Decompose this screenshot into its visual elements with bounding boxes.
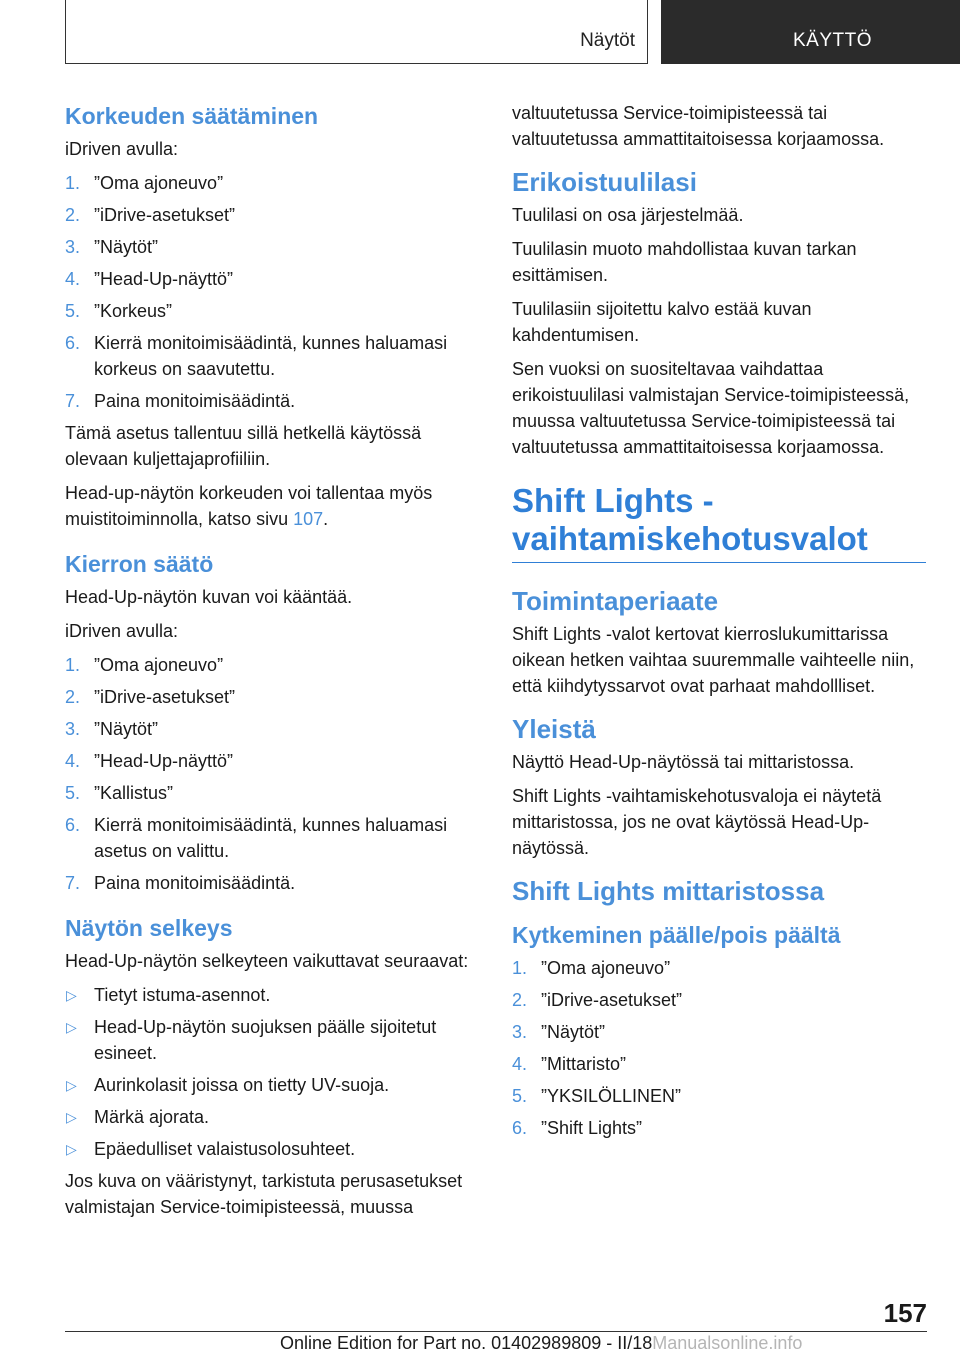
heading-clarity: Näytön selkeys bbox=[65, 915, 233, 941]
header-chapter-title: KÄYTTÖ bbox=[793, 30, 873, 51]
header-section-title: Näytöt bbox=[580, 30, 635, 51]
paragraph-principle: Shift Lights -valot kertovat kierroslukumittarissa oikean hetken vaihtaa suuremmalle vaihteelle niin, että kiihdytyssarvot ovat parhaat mahdollliset. bbox=[512, 624, 915, 696]
triangle-right-icon: ▷ bbox=[66, 1077, 77, 1093]
header-section-tab bbox=[65, 0, 648, 64]
list-item: ▷ Aurinkolasit joissa on tietty UV-suoja. bbox=[65, 1072, 479, 1098]
list-item: 1. ”Oma ajoneuvo” bbox=[65, 655, 224, 675]
triangle-right-icon: ▷ bbox=[66, 1019, 77, 1035]
list-item: 2. ”iDrive-asetukset” bbox=[512, 990, 683, 1010]
list-item: 6. Kierrä monitoimisäädintä, kunnes haluamasi asetus on valittu. bbox=[65, 815, 448, 861]
heading-height-adjust: Korkeuden säätäminen bbox=[65, 103, 319, 129]
list-item: 2. ”iDrive-asetukset” bbox=[65, 687, 236, 707]
heading-onoff: Kytkeminen päälle/pois päältä bbox=[512, 922, 841, 948]
list-item: 3. ”Näytöt” bbox=[512, 1022, 606, 1042]
list-item: 4. ”Head-Up-näyttö” bbox=[65, 751, 234, 771]
list-item: 6. Kierrä monitoimisäädintä, kunnes haluamasi korkeus on saavutettu. bbox=[65, 333, 448, 379]
heading-general: Yleistä bbox=[512, 714, 596, 744]
paragraph-distorted: Jos kuva on vääristynyt, tarkistuta perusasetukset valmistajan Service-toimipisteessä, muussa bbox=[65, 1171, 463, 1217]
left-column bbox=[65, 100, 479, 1228]
paragraph-windshield-3: Tuulilasiin sijoitettu kalvo estää kuvan kahdentumisen. bbox=[512, 299, 812, 345]
list-item: 5. ”YKSILÖLLINEN” bbox=[512, 1086, 682, 1106]
paragraph-clarity: Head-Up-näytön selkeyteen vaikuttavat seuraavat: bbox=[65, 951, 469, 971]
list-item: 7. Paina monitoimisäädintä. bbox=[65, 873, 296, 893]
idrive-intro-1: iDriven avulla: bbox=[65, 139, 179, 159]
steps-height bbox=[65, 170, 479, 414]
paragraph-windshield-1: Tuulilasi on osa järjestelmää. bbox=[512, 205, 744, 225]
list-item: 2. ”iDrive-asetukset” bbox=[65, 205, 236, 225]
list-item: 7. Paina monitoimisäädintä. bbox=[65, 391, 296, 411]
paragraph-windshield-2: Tuulilasin muoto mahdollistaa kuvan tarkan esittämisen. bbox=[512, 239, 857, 285]
list-item: ▷ Märkä ajorata. bbox=[65, 1104, 479, 1130]
paragraph-general-1: Näyttö Head-Up-näytössä tai mittaristossa. bbox=[512, 752, 855, 772]
list-item: 6. ”Shift Lights” bbox=[512, 1118, 643, 1138]
list-item: 4. ”Mittaristo” bbox=[512, 1054, 626, 1074]
watermark: Manualsonline.info bbox=[652, 1333, 803, 1353]
heading-rotation: Kierron säätö bbox=[65, 551, 214, 577]
list-item: 4. ”Head-Up-näyttö” bbox=[65, 269, 234, 289]
idrive-intro-2: iDriven avulla: bbox=[65, 621, 179, 641]
list-item: ▷ Tietyt istuma-asennot. bbox=[65, 982, 479, 1008]
list-item: ▷ Epäedulliset valaistusolosuhteet. bbox=[65, 1136, 479, 1162]
footer-edition: Online Edition for Part no. 01402989809 - II/18Manualsonline.info bbox=[280, 1333, 803, 1353]
steps-rotation bbox=[65, 652, 479, 896]
heading-principle: Toimintaperiaate bbox=[512, 586, 719, 616]
paragraph-rotate: Head-Up-näytön kuvan voi kääntää. bbox=[65, 587, 353, 607]
paragraph-memory: Head-up-näytön korkeuden voi tallentaa myös muistitoiminnolla, katso sivu 107. bbox=[65, 483, 433, 529]
list-item: 3. ”Näytöt” bbox=[65, 719, 159, 739]
paragraph-general-2: Shift Lights -vaihtamiskehotusvaloja ei näytetä mittaristossa, jos ne ovat käytössä Head-Up-näytössä. bbox=[512, 786, 882, 858]
paragraph-windshield-4: Sen vuoksi on suositeltavaa vaihdattaa erikoistuulilasi valmistajan Service-toimipisteessä, muussa valtuutetussa Service-toimipisteessä tai valtuutetussa ammattitaitoisessa korjaamossa. bbox=[512, 359, 910, 457]
chapter-title: Shift Lights - vaihtamiskehotusvalot bbox=[512, 482, 926, 563]
triangle-right-icon: ▷ bbox=[66, 1109, 77, 1125]
list-item: 5. ”Kallistus” bbox=[65, 783, 174, 803]
list-item: 1. ”Oma ajoneuvo” bbox=[65, 173, 224, 193]
paragraph-saved: Tämä asetus tallentuu sillä hetkellä käytössä olevaan kuljettajaprofiiliin. bbox=[65, 423, 422, 469]
header-chapter-tab bbox=[661, 0, 960, 64]
triangle-right-icon: ▷ bbox=[66, 987, 77, 1003]
list-item: 1. ”Oma ajoneuvo” bbox=[512, 958, 671, 978]
footer-divider bbox=[65, 1331, 927, 1332]
right-column bbox=[512, 100, 926, 1147]
steps-shift-lights bbox=[512, 955, 926, 1141]
page-number: 157 bbox=[883, 1298, 927, 1328]
heading-windshield: Erikoistuulilasi bbox=[512, 167, 697, 197]
list-item: ▷ Head-Up-näytön suojuksen päälle sijoitetut esineet. bbox=[65, 1014, 479, 1066]
list-item: 3. ”Näytöt” bbox=[65, 237, 159, 257]
paragraph-continued: valtuutetussa Service-toimipisteessä tai valtuutetussa ammattitaitoisessa korjaamossa. bbox=[512, 103, 885, 149]
page-link-107[interactable]: 107 bbox=[293, 509, 324, 529]
triangle-right-icon: ▷ bbox=[66, 1141, 77, 1157]
heading-cluster: Shift Lights mittaristossa bbox=[512, 876, 825, 906]
list-item: 5. ”Korkeus” bbox=[65, 301, 173, 321]
bullets-clarity bbox=[65, 982, 479, 1162]
